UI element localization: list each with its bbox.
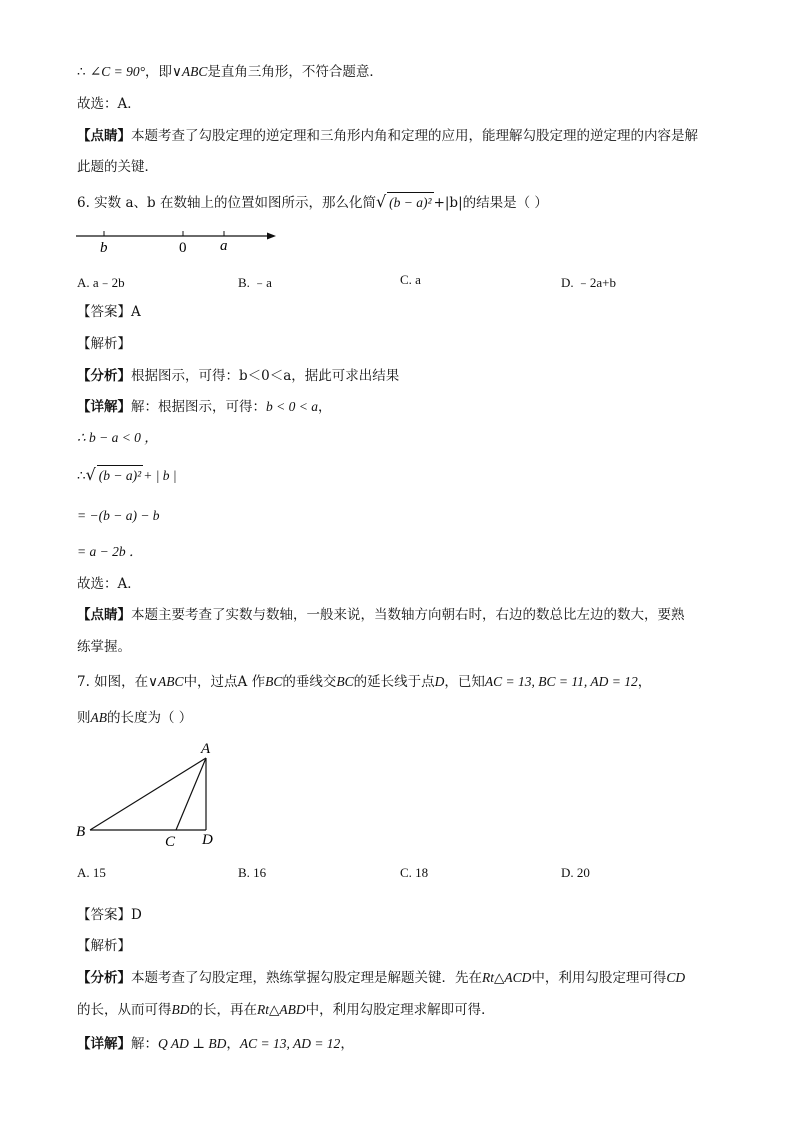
- inequality: b < 0 < a: [266, 399, 318, 414]
- q6-step-2: [77, 465, 177, 486]
- text: 中，利用勾股定理求解即可得．: [305, 1002, 495, 1018]
- q6-step-4: = a − 2b ．: [77, 544, 143, 559]
- arrow-icon: [267, 233, 276, 240]
- comment-line-2: 此题的关键．: [77, 159, 158, 175]
- q7-analysis-2: [77, 1000, 495, 1020]
- q6-option-b[interactable]: B. ﹣a: [238, 275, 272, 290]
- q6-option-c[interactable]: C. a: [400, 272, 421, 287]
- point-d: D: [434, 674, 445, 689]
- choice-line: 故选：A．: [77, 96, 141, 112]
- text: 的长度为（ ）: [107, 710, 193, 726]
- text: ，: [317, 399, 332, 415]
- segment-cd: CD: [666, 970, 686, 985]
- q7-option-b[interactable]: B. 16: [238, 865, 267, 880]
- sqrt-icon: √: [375, 192, 387, 211]
- label-b: b: [100, 240, 108, 256]
- sqrt-icon: √: [85, 465, 96, 484]
- q6-answer: 【答案】A: [77, 304, 141, 320]
- q6-comment-2: 练掌握。: [77, 639, 131, 655]
- analysis-tag: 【分析】: [77, 970, 131, 986]
- label-c: C: [165, 834, 176, 850]
- stem-text-end: +|b|的结果是（ ）: [433, 195, 548, 211]
- segment-ac: [176, 758, 206, 830]
- stem-text: 6. 实数 a、b 在数轴上的位置如图所示，那么化简: [77, 195, 376, 211]
- text: 的延长线于点: [353, 674, 435, 690]
- q7-option-a[interactable]: A. 15: [77, 865, 106, 880]
- segment-ab: [90, 758, 206, 830]
- label-a: a: [220, 238, 228, 254]
- text: ，即: [144, 64, 172, 80]
- detail-text: 解：根据图示，可得：: [131, 399, 266, 415]
- text: 中，过点A 作: [183, 674, 266, 690]
- q6-detail: [77, 397, 331, 417]
- q6-step-3: = −(b − a) − b: [77, 508, 160, 523]
- text: 的长，再在: [189, 1002, 257, 1018]
- text: 的垂线交: [282, 674, 337, 690]
- q6-step-1: ∴ b − a < 0 ，: [77, 430, 158, 445]
- text: ，: [226, 1036, 240, 1052]
- triangle-symbol: ∨ABC: [171, 64, 208, 79]
- text: ，: [340, 1036, 354, 1052]
- segment-ab: AB: [90, 710, 107, 725]
- q7-detail: [77, 1034, 354, 1054]
- analysis-text: 中，利用勾股定理可得: [531, 970, 667, 986]
- comment-tag: 【点睛】: [77, 128, 131, 144]
- segment-bd: BD: [171, 1002, 190, 1017]
- comment-text: 本题主要考查了实数与数轴，一般来说，当数轴方向朝右时，右边的数总比左边的数大，要熟: [131, 607, 685, 623]
- q6-choice: 故选：A．: [77, 576, 141, 592]
- abs-b: + | b |: [143, 468, 177, 483]
- analysis-text: 本题考查了勾股定理，熟练掌握勾股定理是解题关键．先在: [131, 970, 482, 986]
- right-triangle-abd: Rt△ABD: [257, 1002, 306, 1017]
- text: 的长，从而可得: [77, 1002, 172, 1018]
- conclusion-line: [77, 62, 383, 82]
- radicand: (b − a)²: [387, 192, 433, 213]
- analysis-text: 根据图示，可得：b＜0＜a，据此可求出结果: [131, 368, 400, 384]
- radicand: (b − a)²: [97, 465, 143, 486]
- question-7-stem: [77, 672, 651, 692]
- detail-tag: 【详解】: [77, 399, 131, 415]
- q7-analysis: [77, 968, 685, 988]
- label-a: A: [201, 741, 211, 757]
- perpendicular-expr: Q AD ⊥ BD: [158, 1036, 227, 1051]
- triangle-figure: [70, 738, 240, 853]
- label-b: B: [76, 824, 86, 840]
- label-zero: 0: [179, 240, 187, 256]
- q6-option-a[interactable]: A. a﹣2b: [77, 275, 125, 290]
- number-line-figure: [70, 222, 290, 258]
- text: ，: [637, 674, 652, 690]
- analysis-tag: 【分析】: [77, 368, 131, 384]
- given-values: AC = 13, AD = 12: [239, 1036, 341, 1051]
- therefore-symbol: ∴: [77, 64, 86, 80]
- comment-text: 本题考查了勾股定理的逆定理和三角形内角和定理的应用，能理解勾股定理的逆定理的内容是解: [131, 128, 698, 144]
- triangle-symbol: ∨ABC: [148, 674, 184, 689]
- segment-bc: BC: [336, 674, 354, 689]
- q7-option-d[interactable]: D. 20: [561, 865, 590, 880]
- question-7-stem-2: [77, 708, 192, 728]
- q7-option-c[interactable]: C. 18: [400, 865, 429, 880]
- q6-analysis: [77, 366, 399, 386]
- q6-comment: [77, 605, 685, 625]
- q6-analysis-header: 【解析】: [77, 336, 131, 352]
- detail-tag: 【详解】: [77, 1036, 131, 1052]
- comment-line: [77, 126, 698, 146]
- text: 则: [77, 710, 91, 726]
- given-values: AC = 13, BC = 11, AD = 12: [484, 674, 638, 689]
- question-6-stem: [77, 192, 548, 213]
- comment-tag: 【点睛】: [77, 607, 131, 623]
- right-triangle-acd: Rt△ACD: [482, 970, 532, 985]
- text: 是直角三角形，不符合题意．: [207, 64, 383, 80]
- q7-analysis-header: 【解析】: [77, 938, 131, 954]
- detail-text: 解：: [131, 1036, 158, 1052]
- label-d: D: [202, 832, 213, 848]
- text: 7. 如图，在: [77, 674, 149, 690]
- text: ，已知: [444, 674, 485, 690]
- angle-expression: ∠C = 90°: [89, 64, 145, 79]
- q7-answer: 【答案】D: [77, 907, 142, 923]
- segment-bc: BC: [265, 674, 283, 689]
- q6-option-d[interactable]: D. ﹣2a+b: [561, 275, 616, 290]
- therefore-symbol: ∴: [77, 468, 86, 484]
